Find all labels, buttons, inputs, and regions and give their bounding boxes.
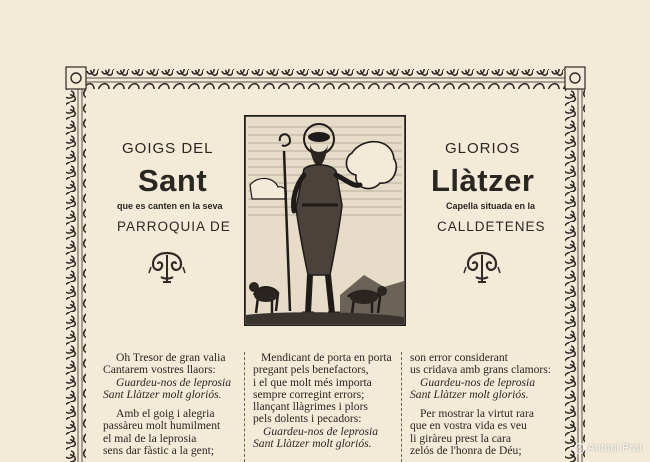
- subtitle-right: Capella situada en la: [446, 201, 536, 211]
- verse-line: us cridava amb grans clamors:: [410, 363, 552, 377]
- fleuron-ornament-icon: [147, 249, 187, 287]
- title-left-bottom: PARROQUIA DE: [117, 219, 231, 234]
- verse-line: Cantarem vostres llaors:: [103, 363, 216, 377]
- refrain-line: Guardeu-nos de leprosia: [420, 375, 536, 389]
- saint-lazarus-woodcut-icon: [244, 115, 406, 326]
- fleuron-ornament-icon: [462, 249, 502, 287]
- refrain-line: Guardeu-nos de leprosia: [116, 375, 232, 389]
- verse-line: sens dar fàstic a la gent;: [103, 444, 215, 458]
- title-right-top: GLORIOS: [445, 140, 521, 157]
- title-left-top: GOIGS DEL: [122, 140, 214, 157]
- verse-line: Oh Tresor de gran valia: [116, 351, 226, 364]
- refrain-line: Guardeu-nos de leprosia: [263, 424, 379, 438]
- verse-line: Amb el goig i alegria: [116, 407, 215, 421]
- refrain-line: Sant Llàtzer molt gloriós.: [103, 387, 222, 401]
- watermark-text: Antoni Prat: [587, 442, 642, 454]
- verse-column-1: [103, 352, 231, 457]
- verse-line: sempre corregint errors;: [253, 387, 365, 401]
- title-right-bottom: CALLDETENES: [437, 219, 546, 234]
- refrain-line: Sant Llàtzer molt gloriós.: [253, 437, 372, 451]
- verse-line: li giràreu prest la cara: [410, 431, 512, 445]
- verse-line: Per mostrar la virtut rara: [420, 407, 534, 421]
- verse-column-2: [253, 352, 392, 450]
- verse-line: pregant pels benefactors,: [253, 363, 369, 377]
- title-left-big: Sant: [138, 163, 208, 198]
- refrain-line: Sant Llàtzer molt gloriós.: [410, 387, 529, 401]
- verse-line: passàreu molt humilment: [103, 419, 221, 433]
- column-divider: [401, 352, 402, 462]
- watermark: [574, 442, 642, 454]
- verse-line: son error considerant: [410, 351, 508, 364]
- verse-line: que en vostra vida es veu: [410, 419, 527, 433]
- verse-line: Mendicant de porta en porta: [261, 351, 392, 364]
- verse-line: pels dolents i pecadors:: [253, 412, 362, 426]
- copyright-icon: ©: [574, 443, 585, 454]
- subtitle-left: que es canten en la seva: [117, 201, 223, 211]
- title-right-big: Llàtzer: [431, 163, 535, 198]
- verse-column-3: [410, 352, 551, 457]
- column-divider: [244, 352, 245, 462]
- verse-line: llançant llàgrimes i plors: [253, 400, 368, 414]
- verse-line: i el que molt més importa: [253, 375, 372, 389]
- verse-line: el mal de la leprosia: [103, 431, 197, 445]
- verse-line: zelós de l'honra de Déu;: [410, 444, 522, 458]
